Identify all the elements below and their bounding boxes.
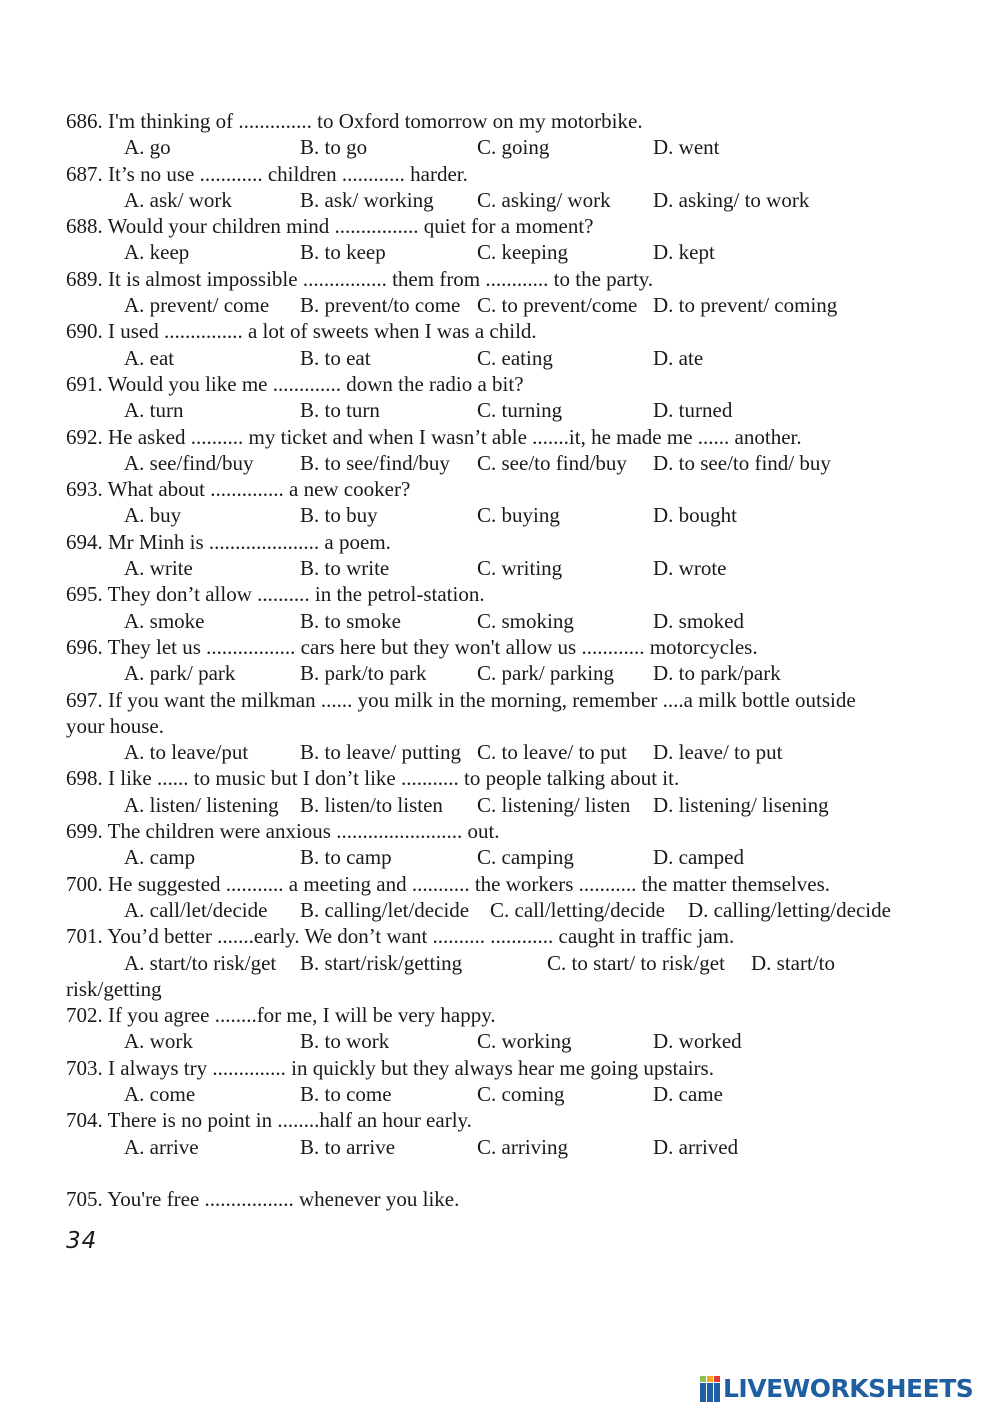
option-c: C. eating [477,345,553,370]
option-d: D. arrived [653,1134,739,1159]
option-b: B. calling/let/decide [300,897,470,922]
option-a: A. write [124,556,193,581]
option-b: B. to write [300,556,390,581]
option-a: A. park/ park [124,661,236,686]
option-a: A. listen/ listening [124,792,279,817]
option-d: D. went [653,135,720,160]
option-d: D. calling/letting/decide [688,897,891,922]
option-a: A. arrive [124,1134,199,1159]
question-688: 688. Would your children mind ................ quiet for a moment? [66,214,594,239]
option-c: C. arriving [477,1134,568,1159]
option-c: C. camping [477,845,574,870]
options-696 [66,660,946,686]
option-b: B. to eat [300,345,371,370]
options-686 [66,134,946,160]
options-691 [66,397,946,423]
options-694 [66,555,946,581]
question-691: 691. Would you like me ............. down the radio a bit? [66,371,524,396]
option-b: B. to smoke [300,608,401,633]
question-704: 704. There is no point in ........half an hour early. [66,1108,472,1133]
option-b: B. to go [300,135,368,160]
option-b: B. to come [300,1081,392,1106]
option-c: C. call/letting/decide [490,897,665,922]
options-689 [66,292,946,318]
question-699: 699. The children were anxious ........................ out. [66,819,500,844]
question-695: 695. They don’t allow .......... in the petrol-station. [66,582,485,607]
option-d: D. to prevent/ coming [653,293,838,318]
option-d: D. camped [653,845,744,870]
option-b: B. ask/ working [300,187,434,212]
option-a: A. eat [124,345,175,370]
option-b: B. to keep [300,240,386,265]
option-c: C. working [477,1029,572,1054]
option-c: C. turning [477,398,563,423]
option-c: C. smoking [477,608,574,633]
options-698 [66,792,946,818]
option-c: C. to prevent/come [477,293,638,318]
option-a: A. smoke [124,608,205,633]
option-c: C. keeping [477,240,568,265]
spacer [66,1160,946,1186]
options-687 [66,187,946,213]
option-d: D. ate [653,345,704,370]
option-a: A. ask/ work [124,187,232,212]
options-699 [66,844,946,870]
options-688 [66,239,946,265]
page-number: 34 [66,1228,98,1254]
option-d: D. turned [653,398,733,423]
option-d: D. worked [653,1029,742,1054]
option-d: D. leave/ to put [653,740,783,765]
brand-name: LIVEWORKSHEETS [723,1374,974,1403]
option-b: B. to leave/ putting [300,740,461,765]
options-693 [66,502,946,528]
option-b: B. to turn [300,398,380,423]
option-b: B. listen/to listen [300,792,443,817]
question-694: 694. Mr Minh is ..................... a poem. [66,529,391,554]
option-d: D. kept [653,240,715,265]
liveworksheets-brand [700,1374,973,1404]
options-692 [66,450,946,476]
option-c: C. listening/ listen [477,792,631,817]
question-701: 701. You’d better .......early. We don’t want .......... ............ caught in traffic jam. [66,924,735,949]
option-b: B. to work [300,1029,390,1054]
option-d-continuation: risk/getting [66,976,162,1001]
question-697: 697. If you want the milkman ...... you milk in the morning, remember ....a milk bottle outside [66,687,856,712]
option-a: A. camp [124,845,196,870]
question-692: 692. He asked .......... my ticket and when I wasn’t able .......it, he made me ...... another. [66,424,802,449]
worksheet-content [66,108,946,1212]
question-696: 696. They let us ................. cars here but they won't allow us ............ motorcycles. [66,634,758,659]
options-701 [66,950,946,976]
option-a: A. work [124,1029,193,1054]
question-693: 693. What about .............. a new cooker? [66,477,411,502]
option-d: D. bought [653,503,737,528]
options-695 [66,608,946,634]
option-b: B. to see/find/buy [300,450,450,475]
question-690: 690. I used ............... a lot of sweets when I was a child. [66,319,537,344]
options-703 [66,1081,946,1107]
option-d: D. start/to [751,950,835,975]
question-689: 689. It is almost impossible ................ them from ............ to the party. [66,266,654,291]
option-d: D. to park/park [653,661,781,686]
question-697-continuation: your house. [66,713,164,738]
option-d: D. smoked [653,608,744,633]
option-d: D. listening/ lisening [653,792,829,817]
options-704 [66,1134,946,1160]
option-b: B. to buy [300,503,378,528]
options-690 [66,345,946,371]
option-a: A. start/to risk/get [124,950,277,975]
option-a: A. see/find/buy [124,450,254,475]
option-a: A. keep [124,240,190,265]
option-c: C. asking/ work [477,187,611,212]
option-b: B. park/to park [300,661,427,686]
option-a: A. buy [124,503,182,528]
options-702 [66,1028,946,1054]
options-697 [66,739,946,765]
option-c: C. coming [477,1081,565,1106]
option-d: D. wrote [653,556,727,581]
option-a: A. go [124,135,171,160]
question-687: 687. It’s no use ............ children ............ harder. [66,161,468,186]
question-700: 700. He suggested ........... a meeting and ........... the workers ........... the matter themselves. [66,871,830,896]
question-703: 703. I always try .............. in quickly but they always hear me going upstairs. [66,1055,714,1080]
option-a: A. call/let/decide [124,897,268,922]
question-702: 702. If you agree ........for me, I will be very happy. [66,1003,496,1028]
option-d: D. asking/ to work [653,187,810,212]
option-a: A. prevent/ come [124,293,270,318]
option-b: B. to camp [300,845,392,870]
option-c: C. park/ parking [477,661,615,686]
option-d: D. came [653,1081,723,1106]
option-c: C. to leave/ to put [477,740,627,765]
option-b: B. to arrive [300,1134,396,1159]
option-a: A. to leave/put [124,740,249,765]
question-686: 686. I'm thinking of .............. to Oxford tomorrow on my motorbike. [66,109,643,133]
option-c: C. to start/ to risk/get [547,950,725,975]
option-b: B. prevent/to come [300,293,461,318]
option-a: A. come [124,1081,196,1106]
option-d: D. to see/to find/ buy [653,450,831,475]
options-700 [66,897,946,923]
option-c: C. buying [477,503,560,528]
liveworksheets-logo-icon [700,1376,720,1402]
question-705: 705. You're free ................. whenever you like. [66,1186,460,1211]
option-c: C. see/to find/buy [477,450,627,475]
question-698: 698. I like ...... to music but I don’t like ........... to people talking about it. [66,766,680,791]
option-a: A. turn [124,398,184,423]
option-c: C. writing [477,556,563,581]
option-c: C. going [477,135,550,160]
option-b: B. start/risk/getting [300,950,463,975]
